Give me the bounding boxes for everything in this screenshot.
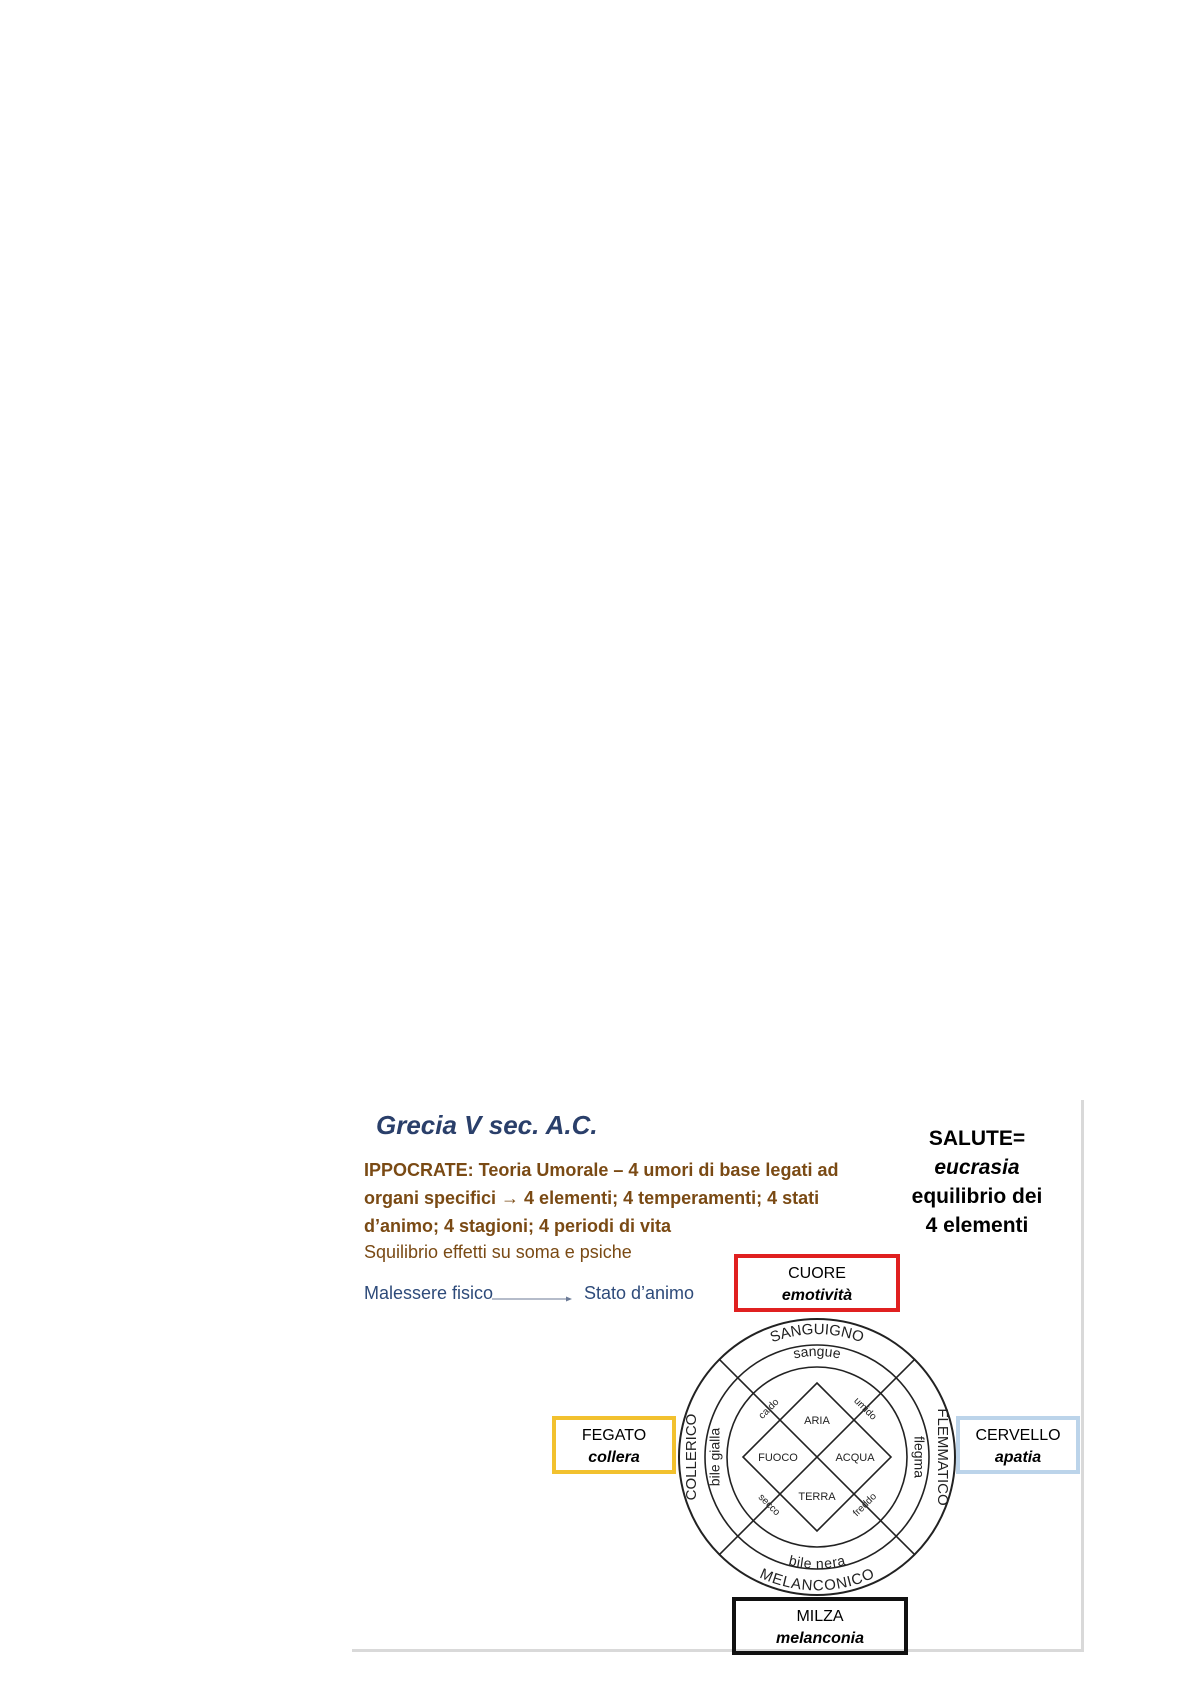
- temperament-top: SANGUIGNO: [767, 1320, 867, 1347]
- humor-left: bile gialla: [706, 1427, 723, 1487]
- spleen-box: [732, 1597, 908, 1655]
- flow-to: Stato d’animo: [584, 1283, 695, 1303]
- quality-bottom-left: secco: [755, 1491, 783, 1519]
- imbalance-note: Squilibrio effetti su soma e psiche: [364, 1242, 632, 1262]
- quality-bottom-right: freddo: [851, 1491, 880, 1520]
- brain-organ: CERVELLO: [975, 1427, 1061, 1444]
- humor-bottom: bile nera: [787, 1552, 847, 1572]
- temperament-right: FLEMMATICO: [934, 1408, 952, 1506]
- element-left: FUOCO: [758, 1452, 798, 1464]
- element-right: ACQUA: [835, 1452, 875, 1464]
- health-label: SALUTE=: [928, 1127, 1026, 1150]
- spleen-state: melanconia: [775, 1630, 865, 1647]
- quality-top-right: umido: [851, 1395, 879, 1423]
- temperament-bottom: MELANCONICO: [757, 1565, 877, 1595]
- temperament-left: COLLERICO: [682, 1413, 700, 1501]
- heart-box: [734, 1254, 900, 1312]
- flow-from: Malessere fisico: [364, 1283, 494, 1303]
- health-line-4: 4 elementi: [925, 1214, 1029, 1237]
- element-bottom: TERRA: [798, 1491, 836, 1503]
- flow-arrow-icon: [492, 1294, 574, 1304]
- diagonal-dividers: [719, 1359, 914, 1554]
- heart-organ: CUORE: [788, 1265, 846, 1282]
- spleen-organ: MILZA: [796, 1608, 844, 1625]
- health-line-3: equilibrio dei: [911, 1185, 1043, 1208]
- liver-organ: FEGATO: [581, 1427, 647, 1444]
- liver-state: collera: [588, 1449, 640, 1466]
- health-definition: [892, 1124, 1062, 1240]
- brain-box: [956, 1416, 1080, 1474]
- slide-title: Grecia V sec. A.C.: [376, 1110, 598, 1140]
- brain-state: apatia: [994, 1449, 1042, 1466]
- element-top: ARIA: [804, 1415, 830, 1427]
- quality-top-left: caldo: [756, 1396, 782, 1422]
- humoral-wheel: [674, 1314, 960, 1600]
- hippocrates-description: IPPOCRATE: Teoria Umorale – 4 umori di base legati ad organi specifici → 4 elementi; 4 temperamenti; 4 stati d’animo; 4 stagioni; 4 periodi di vita: [364, 1160, 839, 1236]
- humor-top: sangue: [791, 1342, 843, 1362]
- heart-state: emotività: [781, 1287, 853, 1304]
- slide: [352, 1100, 1084, 1652]
- humor-right: flegma: [911, 1435, 928, 1479]
- liver-box: [552, 1416, 676, 1474]
- health-term: eucrasia: [934, 1156, 1020, 1179]
